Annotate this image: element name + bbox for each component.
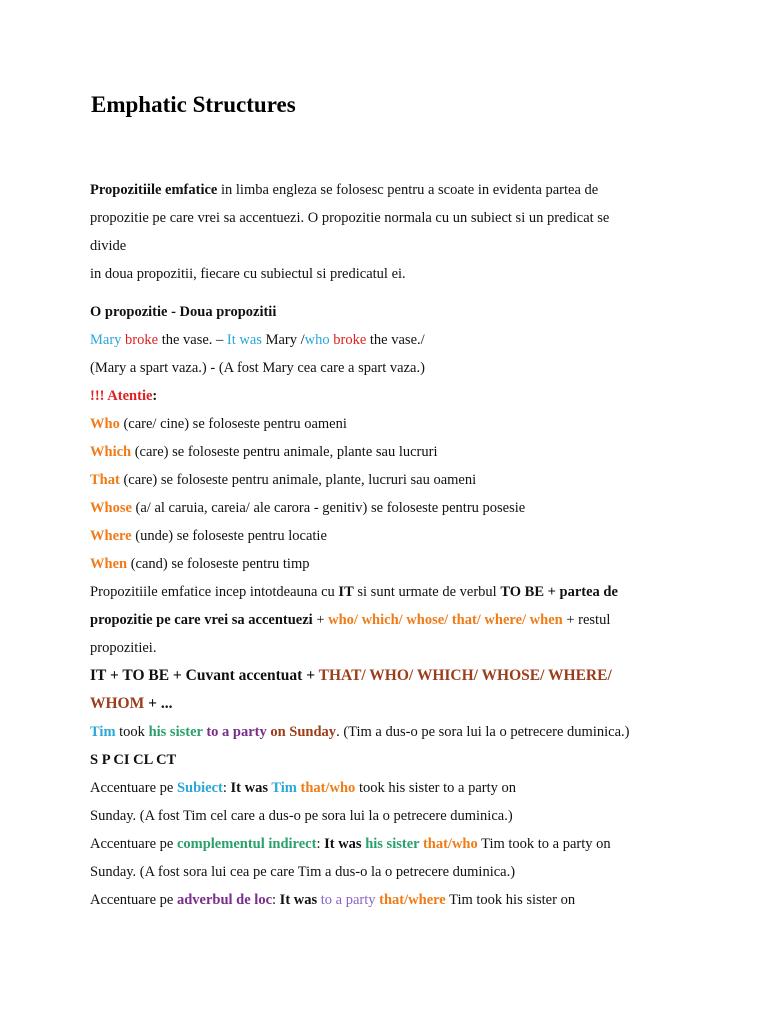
emphasis-ci-line-2: Sunday. (A fost sora lui cea pe care Tim a dus-o la o petrecere duminica.) (90, 864, 516, 880)
intro-text: in limba engleza se folosesc pentru a scoate in evidenta partea de (217, 182, 599, 198)
text: : (272, 892, 280, 908)
pronoun-list-inline: who/ which/ whose/ that/ where/ when (328, 612, 563, 628)
pronoun-item (90, 494, 690, 522)
emphasis-key: adverbul de loc (176, 892, 273, 908)
intro-line-1 (90, 176, 690, 204)
relative-pronoun: that/who (296, 780, 356, 796)
formula-line-2 (90, 690, 690, 718)
text: took (115, 724, 149, 740)
part-labels: S P CI CL CT (90, 752, 177, 768)
formula-pronouns: WHOM (90, 695, 145, 712)
emphasis-key: Subiect (176, 780, 223, 796)
pronoun-word: When (90, 556, 128, 572)
intro-line-2: propozitie pe care vrei sa accentuezi. O propozitie normala cu un subiect si un predicat se (90, 210, 610, 226)
verb-word: broke (125, 332, 159, 348)
text: : (152, 388, 158, 404)
atentie-line (90, 382, 690, 410)
text: + restul (562, 612, 611, 628)
intro-line-3: divide (90, 238, 127, 254)
subject-word: Tim (90, 724, 116, 740)
pronoun-word: That (90, 472, 120, 488)
text: Propozitiile emfatice incep intotdeauna cu (90, 584, 339, 600)
emphasis-subject-line-1 (90, 774, 690, 802)
relative-pronoun: that/who (419, 836, 478, 852)
text: . (Tim a dus-o pe sora lui la o petrecere duminica.) (336, 724, 630, 740)
pronoun-word: Where (90, 528, 132, 544)
section-heading: O propozitie - Doua propozitii (90, 304, 277, 320)
example-sentence-2 (90, 718, 690, 746)
pronoun-desc: (care) se foloseste pentru animale, plante sau lucruri (131, 444, 438, 460)
place-adverb: to a party (202, 724, 267, 740)
it-was-phrase: It was (230, 780, 268, 796)
atentie-label: !!! Atentie (90, 388, 153, 404)
intro-line-4: in doua propozitii, fiecare cu subiectul si predicatul ei. (90, 266, 406, 282)
pronoun-word: Who (90, 416, 120, 432)
emphasis-ci-line-1 (90, 830, 690, 858)
text: : (222, 780, 231, 796)
place-adverb: to a party (317, 892, 376, 908)
it-keyword: IT (338, 584, 354, 600)
pronoun-desc: (care) se foloseste pentru animale, plante, lucruri sau oameni (119, 472, 477, 488)
who-word: who (304, 332, 330, 348)
rule-line-2 (90, 606, 690, 634)
text: the vase. – (158, 332, 227, 348)
formula-line-1 (90, 662, 690, 690)
text: Accentuare pe (90, 836, 177, 852)
pronoun-word: Which (90, 444, 132, 460)
it-was-phrase: It was (279, 892, 318, 908)
rule-line-3: propozitiei. (90, 640, 157, 656)
translation-1: (Mary a spart vaza.) - (A fost Mary cea care a spart vaza.) (90, 360, 425, 376)
pronoun-desc: (unde) se foloseste pentru locatie (131, 528, 327, 544)
it-was-phrase: It was (324, 836, 362, 852)
document-body (90, 176, 690, 914)
pronoun-item (90, 522, 690, 550)
page-title: Emphatic Structures (91, 92, 296, 117)
emphasis-subject-line-2: Sunday. (A fost Tim cel care a dus-o pe sora lui la o petrecere duminica.) (90, 808, 513, 824)
formula-text: + ... (144, 695, 173, 712)
emphasis-cl-line-1 (90, 886, 690, 914)
text: : (316, 836, 325, 852)
it-was-phrase: It was (226, 332, 262, 348)
text: took his sister to a party on (355, 780, 517, 796)
pronoun-word: Whose (90, 500, 132, 516)
text: Tim took his sister on (445, 892, 576, 908)
text: + (312, 612, 329, 628)
verb-word: broke (333, 332, 367, 348)
indirect-object: his sister (148, 724, 203, 740)
subject-word: Mary (90, 332, 122, 348)
rule-line-1 (90, 578, 690, 606)
relative-pronoun: that/where (375, 892, 446, 908)
pronoun-item (90, 550, 690, 578)
pronoun-desc: (cand) se foloseste pentru timp (127, 556, 310, 572)
pronoun-desc: (care/ cine) se foloseste pentru oameni (119, 416, 347, 432)
emphasis-key: complementul indirect (176, 836, 317, 852)
text: si sunt urmate de verbul (353, 584, 501, 600)
text: the vase./ (366, 332, 425, 348)
formula-text: IT + TO BE + Cuvant accentuat + (90, 667, 319, 684)
emphasis-text: propozitie pe care vrei sa accentuezi (90, 612, 313, 628)
formula-pronouns: THAT/ WHO/ WHICH/ WHOSE/ WHERE/ (318, 667, 612, 684)
text: Mary / (261, 332, 305, 348)
text: Accentuare pe (90, 892, 177, 908)
time-adverb: on Sunday (266, 724, 337, 740)
example-sentence-1 (90, 326, 690, 354)
pronoun-list (90, 410, 690, 578)
to-be-keyword: TO BE + partea de (500, 584, 618, 600)
indirect-object: his sister (361, 836, 420, 852)
subject-word: Tim (268, 780, 297, 796)
pronoun-item (90, 438, 690, 466)
pronoun-item (90, 410, 690, 438)
text: Tim took to a party on (477, 836, 611, 852)
pronoun-item (90, 466, 690, 494)
pronoun-desc: (a/ al caruia, careia/ ale carora - genitiv) se foloseste pentru posesie (131, 500, 526, 516)
text: Accentuare pe (90, 780, 177, 796)
intro-bold-term: Propozitiile emfatice (90, 182, 218, 198)
